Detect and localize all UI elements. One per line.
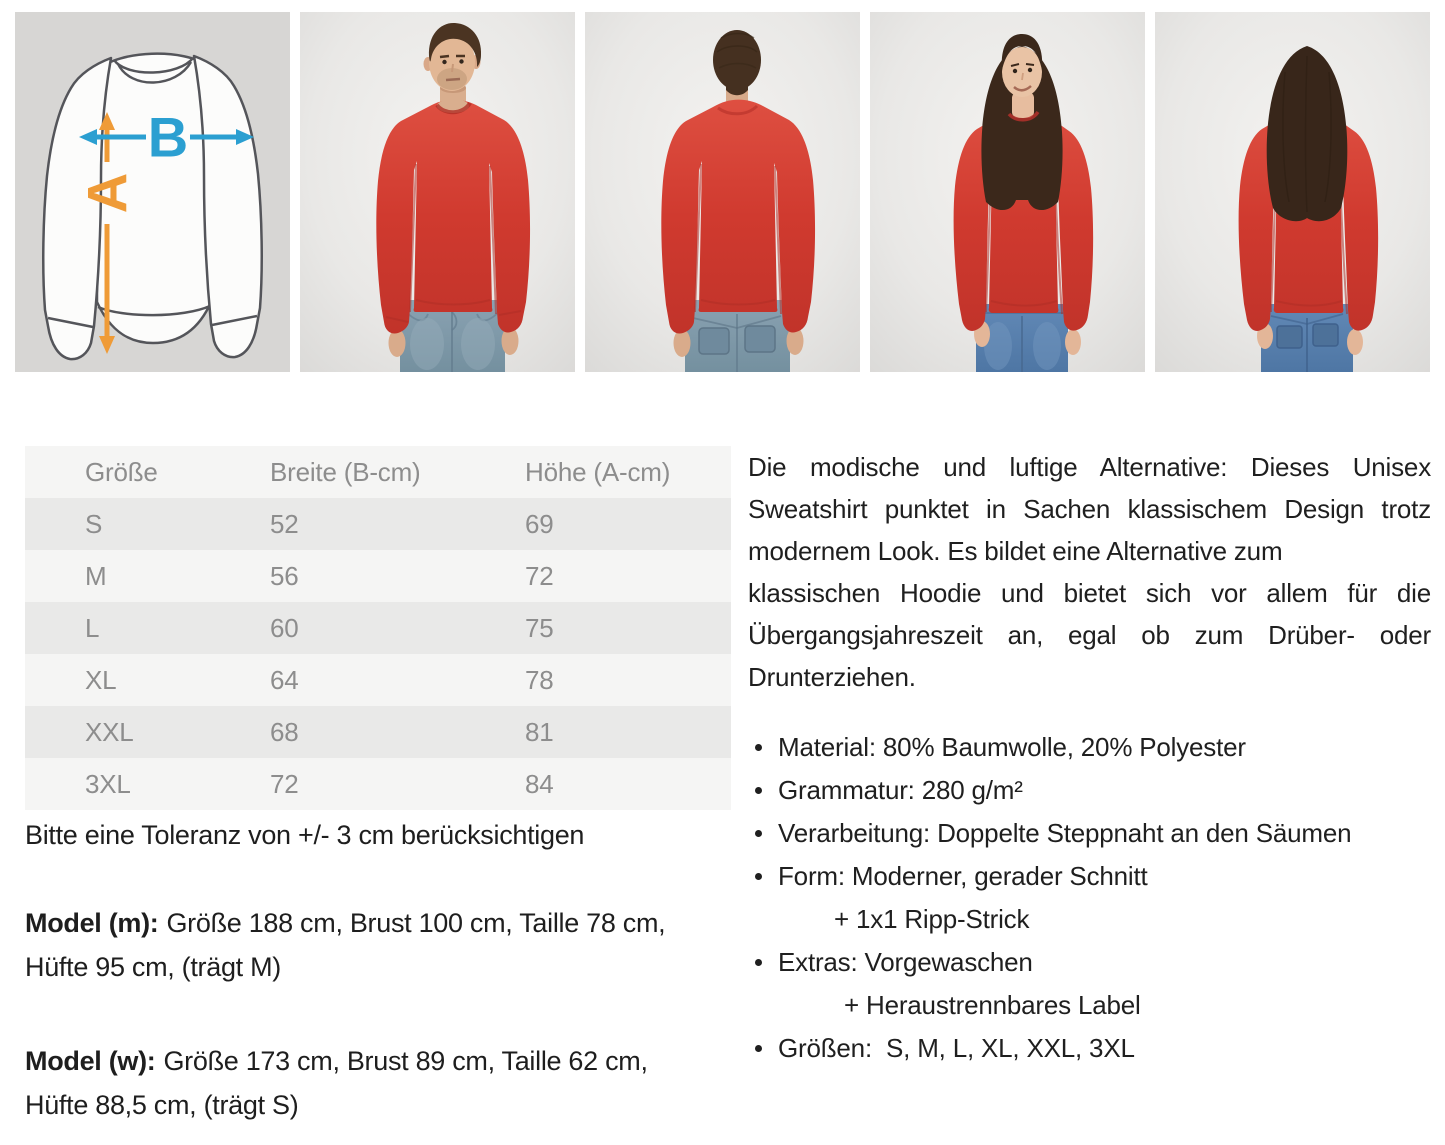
photo-female-front — [870, 12, 1145, 372]
size-info-column — [0, 446, 731, 1127]
eye-left — [1013, 69, 1017, 73]
description-line: klassischen Hoodie und bietet sich vor allem für die — [748, 578, 1431, 608]
size-cell: XXL — [85, 716, 134, 747]
model-info-line — [25, 901, 731, 945]
feature-extras-addition — [748, 984, 1431, 1027]
bullet-dot — [755, 830, 762, 837]
head — [1002, 34, 1043, 97]
description-column — [731, 446, 1445, 1127]
nose — [452, 64, 453, 72]
height-cell: 75 — [525, 612, 554, 643]
header-row — [25, 446, 731, 498]
tolerance-note: Bitte eine Toleranz von +/- 3 cm berücksichtigen — [25, 820, 585, 850]
model-info-male — [25, 901, 731, 989]
feature-sizes — [748, 1027, 1431, 1070]
feature-list — [748, 726, 1431, 1070]
size-table — [25, 446, 731, 810]
size-row-3xl — [25, 758, 731, 810]
size-diagram-panel — [15, 12, 290, 372]
size-row-s — [25, 498, 731, 550]
measure-label-a: A — [75, 172, 139, 214]
feature-text: Verarbeitung: Doppelte Steppnaht an den Säumen — [778, 818, 1352, 848]
nose — [1022, 73, 1023, 80]
feature-text: + Heraustrennbares Label — [844, 990, 1141, 1020]
model-info-line — [25, 1039, 731, 1083]
height-cell: 84 — [525, 768, 554, 799]
product-description — [748, 446, 1431, 698]
model-info-line: Hüfte 88,5 cm, (trägt S) — [25, 1090, 299, 1120]
feature-text: Größen: S, M, L, XL, XXL, 3XL — [778, 1033, 1135, 1063]
measure-label-b: B — [147, 105, 189, 169]
sweatshirt — [376, 99, 530, 334]
feature-extras — [748, 941, 1431, 984]
feature-text: Extras: Vorgewaschen — [778, 947, 1033, 977]
width-cell: 64 — [270, 664, 299, 695]
jeans — [976, 304, 1068, 372]
description-line: Drunterziehen. — [748, 662, 916, 692]
male-back-illustration — [585, 12, 860, 372]
photo-female-back — [1155, 12, 1430, 372]
size-cell: XL — [85, 664, 117, 695]
product-image-row — [0, 0, 1445, 372]
feature-verarbeitung — [748, 812, 1431, 855]
feature-material — [748, 726, 1431, 769]
size-row-m — [25, 550, 731, 602]
column-header-height: Höhe (A-cm) — [525, 456, 671, 487]
model-label: Model (w): — [25, 1046, 156, 1076]
feature-text: Form: Moderner, gerader Schnitt — [778, 861, 1148, 891]
female-back-illustration — [1155, 12, 1430, 372]
photo-male-back — [585, 12, 860, 372]
bullet-dot — [755, 1045, 762, 1052]
feature-text: + 1x1 Ripp-Strick — [834, 904, 1030, 934]
height-cell: 72 — [525, 560, 554, 591]
width-cell: 68 — [270, 716, 299, 747]
width-cell: 72 — [270, 768, 299, 799]
feature-form-addition — [748, 898, 1431, 941]
mouth — [446, 79, 460, 80]
feature-form — [748, 855, 1431, 898]
size-row-l — [25, 602, 731, 654]
description-line: Die modische und luftige Alternative: Dieses Unisex — [748, 452, 1431, 482]
size-cell: S — [85, 508, 103, 539]
model-info-female — [25, 1039, 731, 1127]
size-cell: M — [85, 560, 107, 591]
feature-grammatur — [748, 769, 1431, 812]
size-table-body — [25, 498, 731, 810]
head-back — [713, 30, 761, 90]
photo-male-front — [300, 12, 575, 372]
column-header-size: Größe — [85, 456, 158, 487]
model-measurements: Größe 173 cm, Brust 89 cm, Taille 62 cm, — [163, 1046, 648, 1076]
bullet-dot — [755, 787, 762, 794]
feature-text: Grammatur: 280 g/m² — [778, 775, 1023, 805]
height-cell: 78 — [525, 664, 554, 695]
eye-right — [459, 59, 463, 63]
size-diagram — [15, 12, 290, 372]
description-line: Übergangsjahreszeit an, egal ob zum Drüber- oder — [748, 620, 1431, 650]
jeans — [1261, 304, 1353, 372]
female-front-illustration — [870, 12, 1145, 372]
eye-left — [442, 60, 446, 64]
sweatshirt — [661, 100, 815, 334]
height-cell: 69 — [525, 508, 554, 539]
bullet-dot — [755, 744, 762, 751]
model-label: Model (m): — [25, 908, 159, 938]
size-cell: L — [85, 612, 100, 643]
column-header-width: Breite (B-cm) — [270, 456, 421, 487]
size-row-xl — [25, 654, 731, 706]
size-table-header — [25, 446, 731, 498]
width-cell: 60 — [270, 612, 299, 643]
bullet-dot — [755, 873, 762, 880]
size-cell: 3XL — [85, 768, 131, 799]
male-front-illustration — [300, 12, 575, 372]
description-line: Sweatshirt punktet in Sachen klassischem Design trotz — [748, 494, 1431, 524]
width-cell: 52 — [270, 508, 299, 539]
feature-text: Material: 80% Baumwolle, 20% Polyester — [778, 732, 1246, 762]
height-cell: 81 — [525, 716, 554, 747]
eye-right — [1028, 68, 1032, 72]
model-info-line: Hüfte 95 cm, (trägt M) — [25, 952, 281, 982]
bullet-dot — [755, 959, 762, 966]
size-row-xxl — [25, 706, 731, 758]
description-line: modernem Look. Es bildet eine Alternative zum — [748, 536, 1283, 566]
model-measurements: Größe 188 cm, Brust 100 cm, Taille 78 cm, — [166, 908, 666, 938]
product-info-section — [0, 446, 1445, 1127]
width-cell: 56 — [270, 560, 299, 591]
